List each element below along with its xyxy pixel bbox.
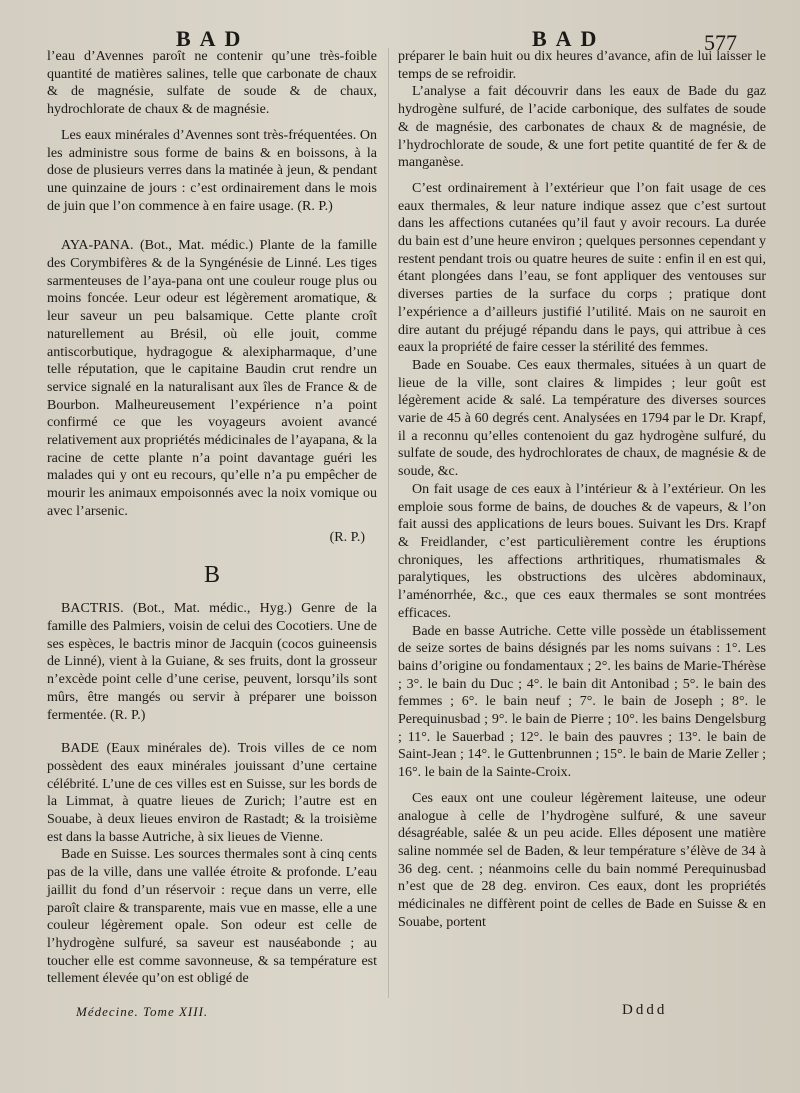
entry-bade: BADE (Eaux minérales de). Trois villes de ce nom possèdent des eaux minérales jouissant d’une certaine célébrité. L’une de ces villes est en Suisse, sur les bords de la Limmat, à quatre lieues de Zurich; l’autre est en Souabe, à deux lieues environ de Rastadt; & la troisième est dans la basse Autriche, à six lieues de Vienne. [47, 741, 377, 845]
running-head-right: BAD [532, 26, 606, 51]
page-number: 577 [704, 30, 737, 55]
running-head-left: BAD [176, 26, 250, 51]
right-column [398, 48, 766, 931]
signature-mark: Dddd [622, 1002, 668, 1018]
paragraph: Bade en Suisse. Les sources thermales sont à cinq cents pas de la ville, dans une vallée étroite & profonde. L’eau jaillit du fond d’un réservoir : reçue dans un verre, elle paroît claire & transparente, mais vue en masse, elle a une couleur légèrement opale. Son odeur est celle de l’hydrogène sulfuré, sa saveur est nauséabonde ; au toucher elle est comme savonneuse, & sa température est tellement élevée qu’on est obligé de [47, 847, 377, 987]
paragraph: Bade en Souabe. Ces eaux thermales, situées à un quart de lieue de la ville, sont claires & limpides ; leur goût est légèrement acide & salé. La température des diverses sources varie de 45 à 60 degrés cent. Analysées en 1794 par le Dr. Krapf, il a reconnu qu’elles contenoient du gaz hydrogène sulfuré, du sulfate de soude, des hydrochlorates de chaux, de magnésie & de soude, &c. [398, 357, 766, 480]
paragraph: l’eau d’Avennes paroît ne contenir qu’une très-foible quantité de matières salines, telle que carbonate de chaux & de magnésie, sulfate de soude & de chaux, hydrochlorate de chaux & de magnésie. [47, 49, 377, 118]
paragraph: Bade en basse Autriche. Cette ville possède un établissement de seize sortes de bains désignés par les noms suivans : 1°. Les bains d’origine ou fondamentaux ; 2°. les bains de Marie-Thérèse ; 3°. le bain du Duc ; 4°. le bain dit Antonibad ; 5°. le bain des femmes ; 6°. le bain neuf ; 7°. le bain de Joseph ; 8°. le Perequinusbad ; 9°. le bain de Pierre ; 10°. les bains Dengelsburg ; 11°. le Sauerbad ; 12°. le bain des pauvres ; 13°. le bain de Saint-Jean ; 14°. le Guttenbrunnen ; 15°. le bain de Marie Zeller ; 16°. le bain de la Sainte-Croix. [398, 623, 766, 781]
paragraph: Ces eaux ont une couleur légèrement laiteuse, une odeur analogue à celle de l’hydrogène sulfuré, & une saveur désagréable, salée & un peu acide. Elles déposent une matière saline nommée sel de Baden, & leur température s’élève de 34 à 36 deg. cent. ; néanmoins celle du bain nommé Perequinusbad n’est que de 28 deg. environ. Ces eaux, dont les propriétés médicinales ne diffèrent point de celles de Bade en Suisse & en Souabe, portent [398, 790, 766, 930]
paragraph: On fait usage de ces eaux à l’intérieur & à l’extérieur. On les emploie sous forme de bains, de douches & de vapeurs, & l’on fait aussi des applications de leurs boues. Suivant les Drs. Krapf & Freidlander, c’est particulièrement contre les éruptions chroniques, les affections arthritiques, rhumatismales & paralytiques, les obstructions des ulcères abdominaux, l’aménorrhée, &c., que ces eaux thermales se sont montrées efficaces. [398, 481, 766, 621]
paragraph: L’analyse a fait découvrir dans les eaux de Bade du gaz hydrogène sulfuré, de l’acide carbonique, des sulfates de soude & de magnésie, des carbonates de chaux & de magnésie, de l’hydrochlorate de soude, & une fort petite quantité de fer & de manganèse. [398, 84, 766, 171]
entry-aya-pana: AYA-PANA. (Bot., Mat. médic.) Plante de la famille des Corymbifères & de la Syngénésie de Linné. Les tiges sarmenteuses de l’aya-pana ont une couleur rouge plus ou moins foncée. Leur odeur est légèrement aromatique, & leur saveur un peu balsamique. Cette plante croît naturellement au Brésil, où elle jouit, comme antiscorbutique, hydragogue & alexipharmaque, d’une telle réputation, que le capitaine Baudin crut rendre un service signalé en la naturalisant aux îles de France & de Bourbon. Malheureusement l’expérience n’a point confirmé ce que les voyageurs avoient avancé relativement aux propriétés médicinales de l’ayapana, & la racine de cette plante n’a point davantage guéri les malades qui y ont eu recours, qu’elle n’a pu empêcher de mourir les animaux empoisonnés avec la noix vomique ou avec l’arsenic. [47, 238, 377, 519]
section-letter: B [203, 562, 220, 589]
author-signature: (R. P.) [329, 529, 365, 545]
entry-bactris: BACTRIS. (Bot., Mat. médic., Hyg.) Genre de la famille des Palmiers, voisin de celui des Cocotiers. Une de ses espèces, le bactris minor de Jacquin (cocos guineensis de Linné), vient à la Guiane, & ses fruits, dont la grosseur n’excède point celle d’une cerise, peuvent, lorsqu’ils sont mûrs, être mangés ou servir à préparer une boisson fermentée. (R. P.) [47, 601, 377, 723]
paragraph: C’est ordinairement à l’extérieur que l’on fait usage de ces eaux thermales, & leur nature indique assez que c’est surtout dans les affections cutanées qu’il faut y avoir recours. La durée du bain est d’une heure environ ; quelques personnes cependant y restent pendant trois ou quatre heures de suite : enfin il en est qui, étant plongées dans l’eau, se font appliquer des ventouses sur diverses parties de la surface du corps ; pratique dont l’expérience a d’ailleurs justifié l’utilité. Mais on ne sauroit en dire autant du préjugé répandu dans le pays, qui attribue à ces eaux la propriété de faire cesser la stérilité des femmes. [398, 180, 766, 356]
volume-footer: Médecine. Tome XIII. [76, 1004, 209, 1019]
paragraph: préparer le bain huit ou dix heures d’avance, afin de lui laisser le temps de se refroidir. [398, 49, 766, 82]
left-column [47, 48, 377, 988]
paragraph: Les eaux minérales d’Avennes sont très-fréquentées. On les administre sous forme de bains & en boissons, à la dose de plusieurs verres dans la matinée à jeun, & pendant une quinzaine de jours : c’est ordinairement dans le mois de juin que l’on commence à en faire usage. (R. P.) [47, 127, 377, 214]
column-divider [388, 48, 389, 998]
